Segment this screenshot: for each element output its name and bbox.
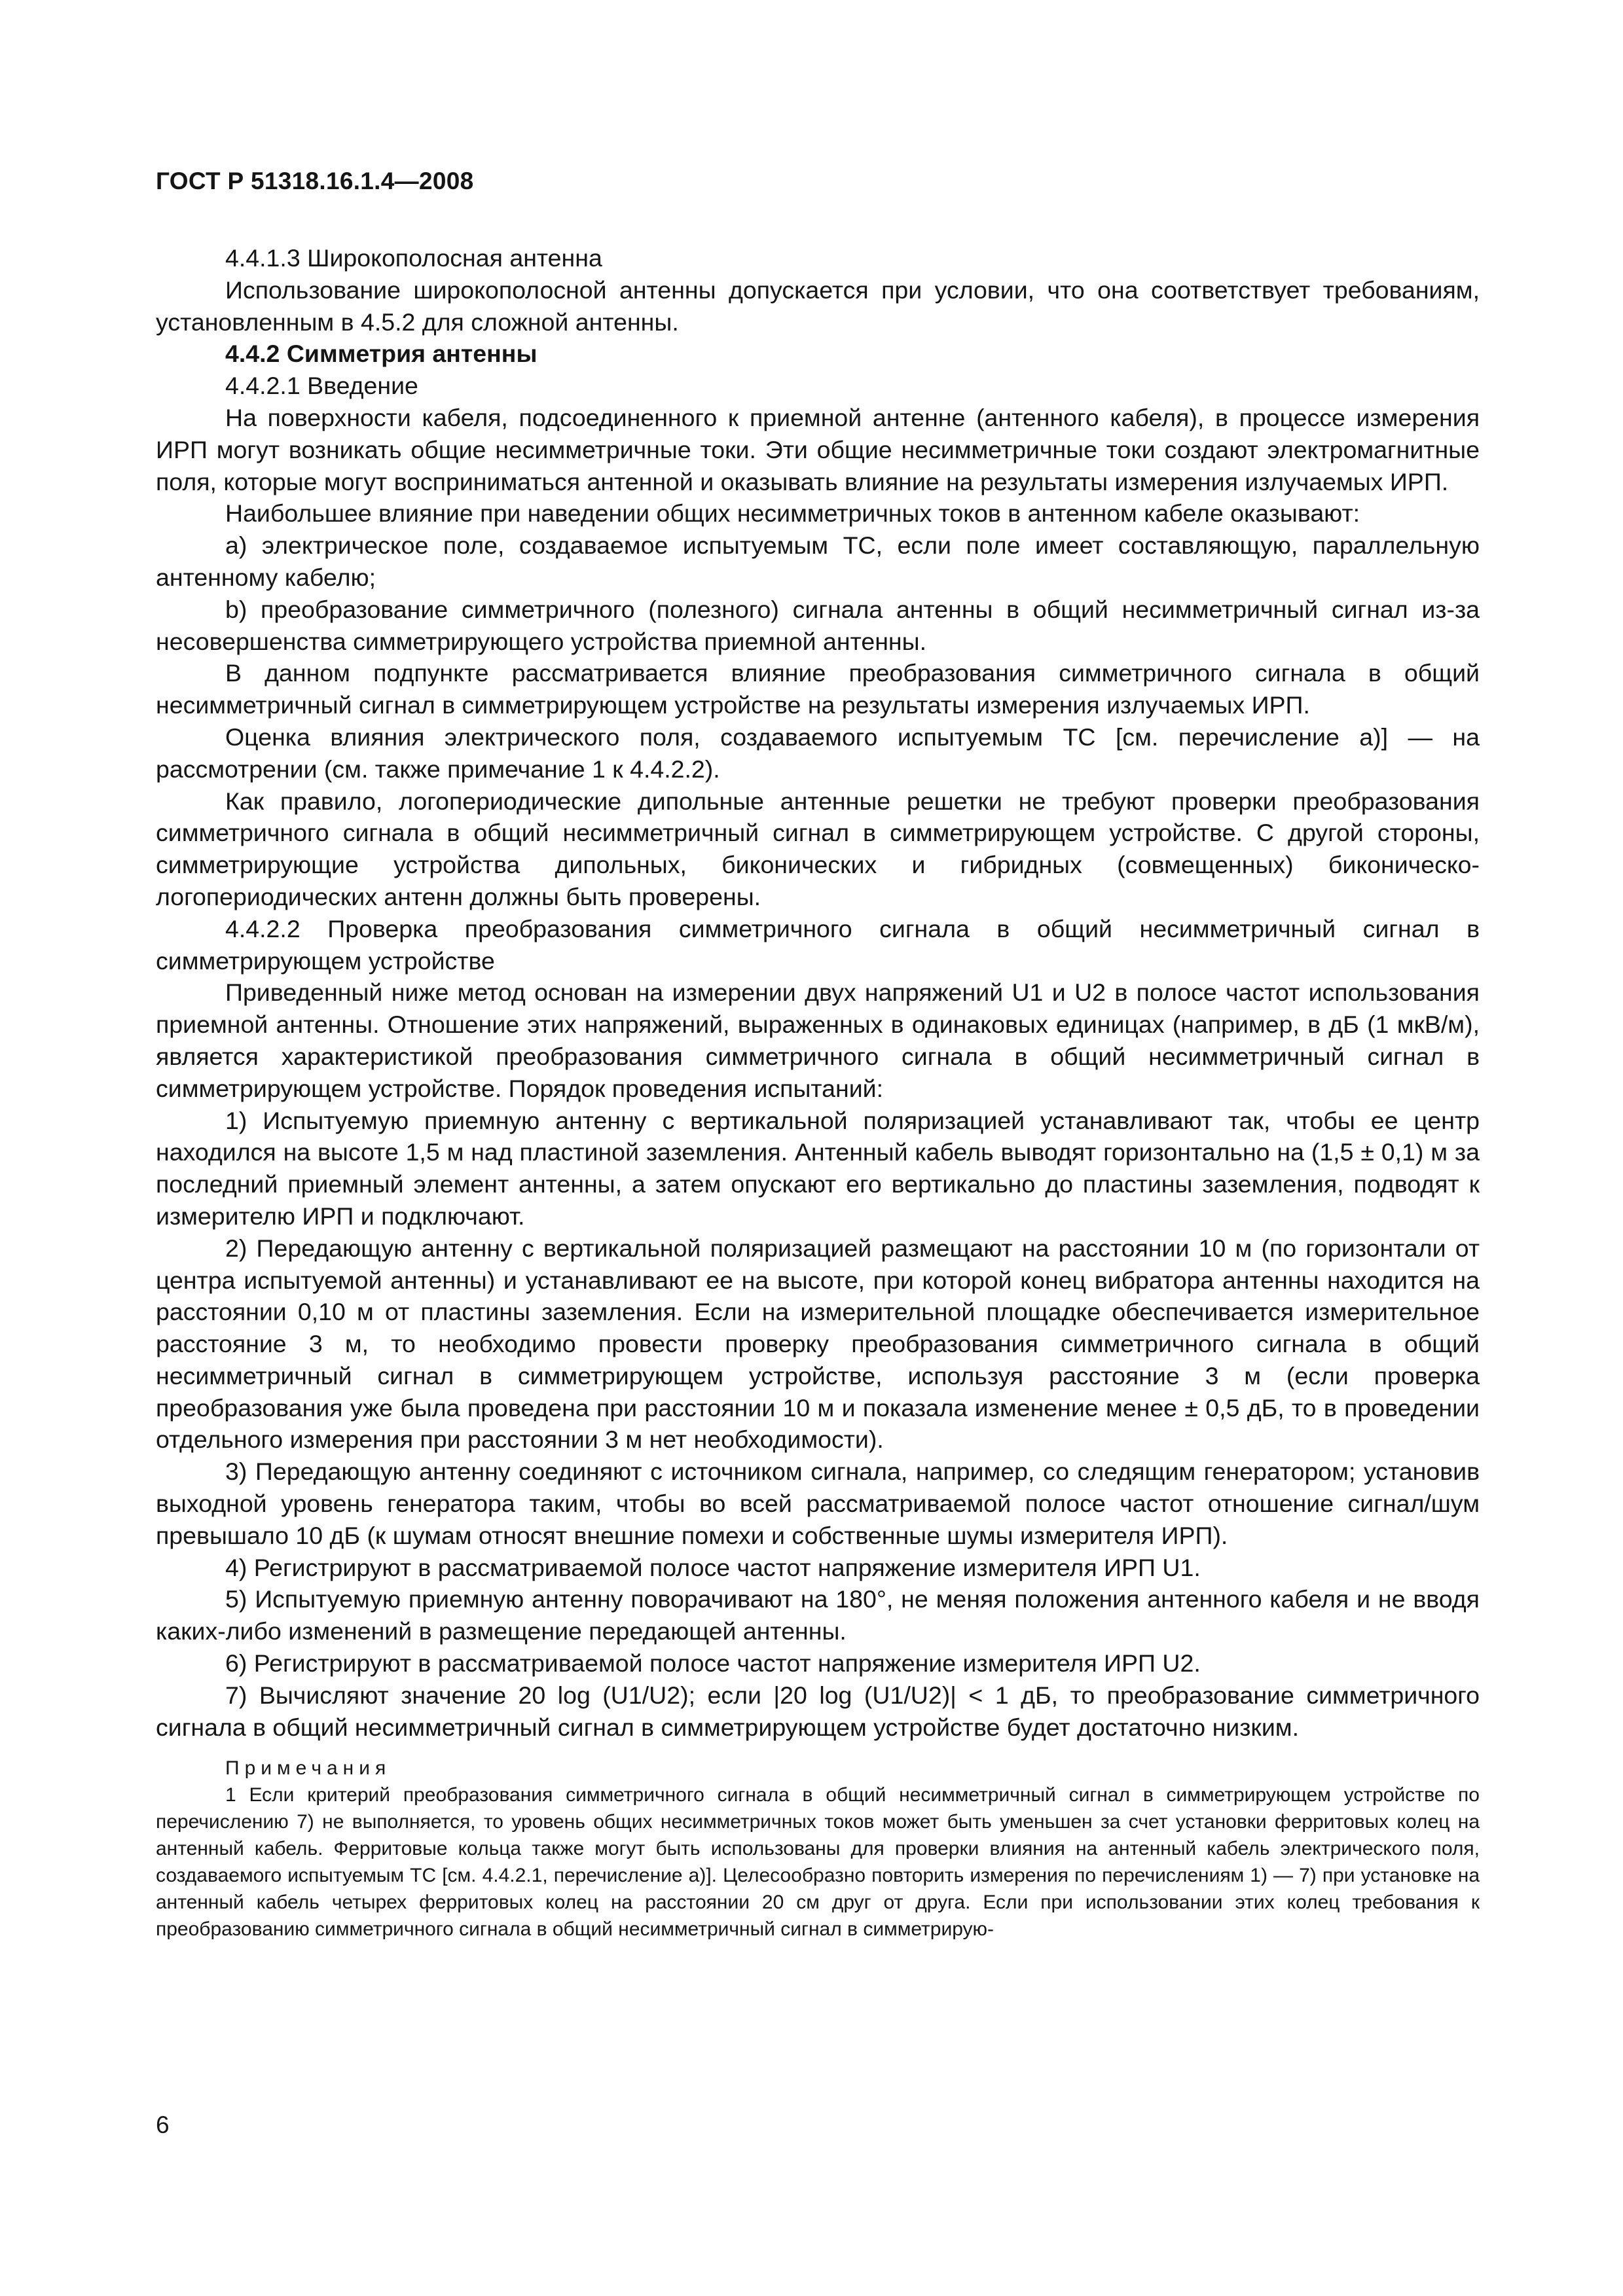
paragraph: 4.4.2.1 Введение	[225, 372, 418, 400]
list-item: 6) Регистрируют в рассматриваемой полосе частот напряжение измерителя ИРП U2.	[225, 1649, 1201, 1677]
document-body	[156, 242, 1480, 1943]
list-item: b) преобразование симметричного (полезного) сигнала антенны в общий несимметричный сигнал из-за несовершенства симметрирующего устройства приемной антенны.	[156, 595, 1480, 655]
notes-title: Примечания	[225, 1757, 392, 1780]
paragraph: Как правило, логопериодические дипольные антенные решетки не требуют проверки преобразования симметричного сигнала в общий несимметричный сигнал в симметрирующем устройстве. С другой стороны, симметрирующие устройства дипольных, биконических и гибридных (совмещенных) биконическо-логопериодических антенн должны быть проверены.	[156, 787, 1480, 910]
paragraph: 4.4.1.3 Широкополосная антенна	[225, 244, 602, 272]
list-item: 4) Регистрируют в рассматриваемой полосе частот напряжение измерителя ИРП U1.	[225, 1553, 1201, 1581]
paragraph: В данном подпункте рассматривается влияние преобразования симметричного сигнала в общий несимметричный сигнал в симметрирующем устройстве на результаты измерения излучаемых ИРП.	[156, 659, 1480, 719]
list-item: a) электрическое поле, создаваемое испытуемым ТС, если поле имеет составляющую, параллельную антенному кабелю;	[156, 531, 1480, 591]
list-item: 1) Испытуемую приемную антенну с вертикальной поляризацией устанавливают так, чтобы ее центр находился на высоте 1,5 м над пластиной заземления. Антенный кабель выводят горизонтально на (1,5 ± 0,1) м за последний приемный элемент антенны, а затем опускают его вертикально до пластины заземления, подводят к измерителю ИРП и подключают.	[156, 1106, 1480, 1230]
paragraph: Приведенный ниже метод основан на измерении двух напряжений U1 и U2 в полосе частот использования приемной антенны. Отношение этих напряжений, выраженных в одинаковых единицах (например, в дБ (1 мкВ/м), является характеристикой преобразования симметричного сигнала в общий несимметричный сигнал в симметрирующем устройстве. Порядок проведения испытаний:	[156, 978, 1480, 1102]
notes-section	[156, 1755, 1480, 1943]
paragraph: Оценка влияния электрического поля, создаваемого испытуемым ТС [см. перечисление а)] — на рассмотрении (см. также примечание 1 к 4.4.2.2).	[156, 723, 1480, 783]
paragraph: Использование широкополосной антенны допускается при условии, что она соответствует требованиям, установленным в 4.5.2 для сложной антенны.	[156, 276, 1480, 336]
list-item: 7) Вычисляют значение 20 log (U1/U2); если |20 log (U1/U2)| < 1 дБ, то преобразование симметричного сигнала в общий несимметричный сигнал в симметрирующем устройстве будет достаточно низким.	[156, 1681, 1480, 1741]
paragraph: На поверхности кабеля, подсоединенного к приемной антенне (антенного кабеля), в процессе измерения ИРП могут возникать общие несимметричные токи. Эти общие несимметричные токи создают электромагнитные поля, которые могут восприниматься антенной и оказывать влияние на результаты измерения излучаемых ИРП.	[156, 403, 1480, 495]
note-item: 1 Если критерий преобразования симметричного сигнала в общий несимметричный сигнал в симметрирующем устройстве по перечислению 7) не выполняется, то уровень общих несимметричных токов может быть уменьшен за счет установки ферритовых колец на антенный кабель. Ферритовые кольца также могут быть использованы для проверки влияния на антенный кабель электрического поля, создаваемого испытуемым ТС [см. 4.4.2.1, перечисление а)]. Целесообразно повторить измерения по перечислениям 1) — 7) при установке на антенный кабель четырех ферритовых колец на расстоянии 20 см друг от друга. Если при использовании этих колец требования к преобразованию симметричного сигнала в общий несимметричный сигнал в симметрирую-	[156, 1784, 1480, 1941]
list-item: 3) Передающую антенну соединяют с источником сигнала, например, со следящим генератором; установив выходной уровень генератора таким, чтобы во всей рассматриваемой полосе частот отношение сигнал/шум превышало 10 дБ (к шумам относят внешние помехи и собственные шумы измерителя ИРП).	[156, 1458, 1480, 1549]
page-number: 6	[156, 2111, 170, 2138]
section-heading: 4.4.2 Симметрия антенны	[225, 340, 538, 368]
list-item: 2) Передающую антенну с вертикальной поляризацией размещают на расстоянии 10 м (по горизонтали от центра испытуемой антенны) и устанавливают ее на высоте, при которой конец вибратора антенны находится на расстоянии 0,10 м от пластины заземления. Если на измерительной площадке обеспечивается измерительное расстояние 3 м, то необходимо провести проверку преобразования симметричного сигнала в общий несимметричный сигнал в симметрирующем устройстве, используя расстояние 3 м (если проверка преобразования уже была проведена при расстоянии 10 м и показала изменение менее ± 0,5 дБ, то в проведении отдельного измерения при расстоянии 3 м нет необходимости).	[156, 1234, 1480, 1454]
document-header: ГОСТ Р 51318.16.1.4—2008	[156, 168, 474, 194]
list-item: 5) Испытуемую приемную антенну поворачивают на 180°, не меняя положения антенного кабеля и не вводя каких-либо изменений в размещение передающей антенны.	[156, 1585, 1480, 1645]
paragraph: Наибольшее влияние при наведении общих несимметричных токов в антенном кабеле оказывают:	[225, 499, 1360, 528]
paragraph: 4.4.2.2 Проверка преобразования симметричного сигнала в общий несимметричный сигнал в симметрирующем устройстве	[156, 914, 1480, 975]
